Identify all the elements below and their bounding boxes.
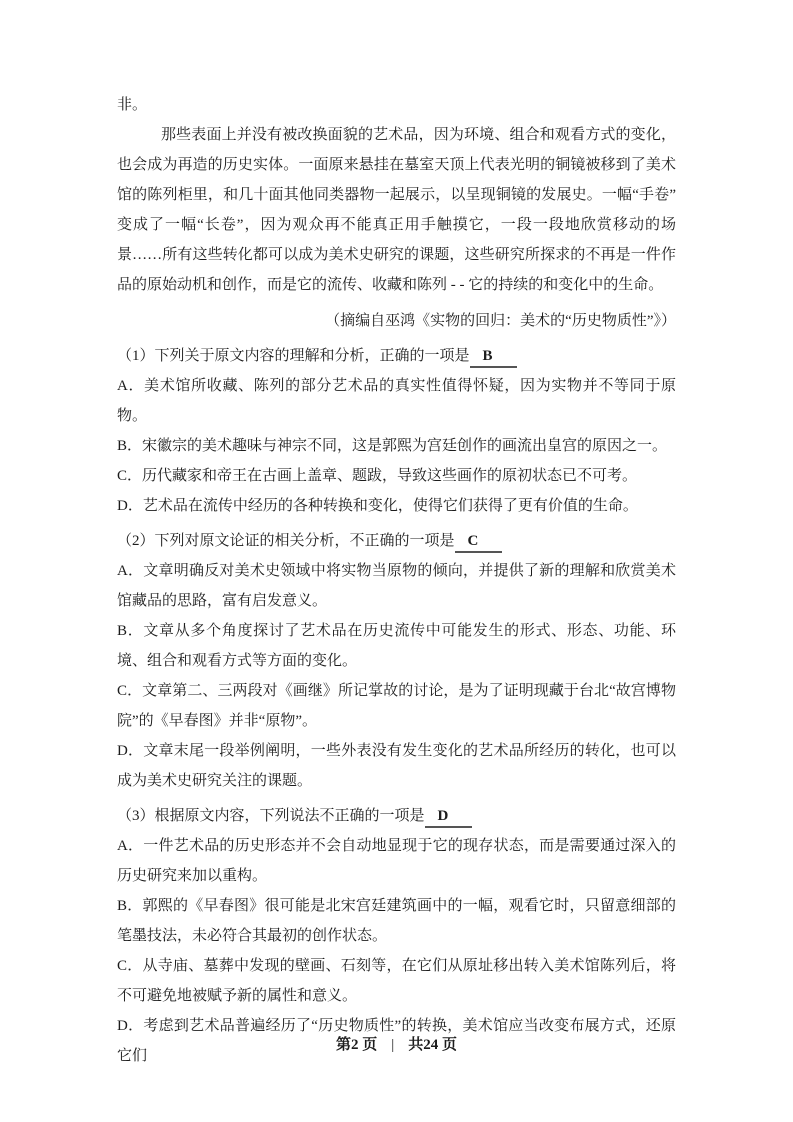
question-3-option-a [117, 831, 676, 891]
source-attribution: （摘编自巫鸿《实物的回归：美术的“历史物质性”》） [325, 313, 676, 329]
question-2-answer-blank: C [455, 531, 503, 553]
question-1-stem [117, 341, 676, 371]
option-text: 历代藏家和帝王在古画上盖章、题跋，导致这些画作的原初状态已不可考。 [142, 468, 638, 484]
question-2-option-c [117, 676, 676, 736]
option-label: C． [117, 468, 143, 484]
option-text: 文章从多个角度探讨了艺术品在历史流传中可能发生的形式、形态、功能、环境、组合和观看方式等方面的变化。 [117, 623, 676, 669]
question-2-option-d [117, 736, 676, 796]
paragraph-continuation: 非。 [117, 97, 148, 113]
option-label: B． [117, 898, 143, 914]
question-3-option-b [117, 891, 676, 951]
page-footer [0, 1031, 793, 1059]
option-label: A． [117, 378, 145, 394]
option-text: 文章明确反对美术史领域中将实物当原物的倾向，并提供了新的理解和欣赏美术馆藏品的思路，富有启发意义。 [117, 563, 676, 609]
option-text: 郭熙的《早春图》很可能是北宋宫廷建筑画中的一幅，观看它时，只留意细部的笔墨技法，未必符合其最初的创作状态。 [117, 898, 676, 944]
question-2-option-b [117, 616, 676, 676]
option-text: 文章第二、三两段对《画继》所记掌故的讨论，是为了证明现藏于台北“故宫博物院”的《早春图》并非“原物”。 [117, 683, 676, 729]
footer-separator: | [391, 1037, 395, 1053]
question-1-answer-blank: B [470, 346, 517, 368]
option-text: 考虑到艺术品普遍经历了“历史物质性”的转换，美术馆应当改变布展方式，还原它们 [117, 1018, 676, 1064]
question-3-answer-blank: D [425, 806, 473, 828]
option-label: C． [117, 683, 143, 699]
question-3-option-c [117, 951, 676, 1011]
option-text: 文章末尾一段举例阐明，一些外表没有发生变化的艺术品所经历的转化，也可以成为美术史研究关注的课题。 [117, 743, 676, 789]
question-3-stem-text: （3）根据原文内容，下列说法不正确的一项是 [117, 808, 425, 824]
option-label: A． [117, 563, 144, 579]
option-label: C． [117, 958, 143, 974]
option-label: D． [117, 498, 143, 514]
question-2-option-a [117, 556, 676, 616]
question-1-option-a [117, 371, 676, 431]
question-2-stem-text: （2）下列对原文论证的相关分析，不正确的一项是 [117, 533, 455, 549]
option-label: B． [117, 438, 143, 454]
page-number: 第2 页 [335, 1037, 378, 1053]
question-1-stem-text: （1）下列关于原文内容的理解和分析，正确的一项是 [117, 348, 470, 364]
option-label: A． [117, 838, 144, 854]
question-3-stem [117, 801, 676, 831]
option-text: 美术馆所收藏、陈列的部分艺术品的真实性值得怀疑，因为实物并不等同于原物。 [117, 378, 676, 424]
option-text: 从寺庙、墓葬中发现的壁画、石刻等，在它们从原址移出转入美术馆陈列后，将不可避免地被赋予新的属性和意义。 [117, 958, 676, 1004]
option-text: 宋徽宗的美术趣味与神宗不同，这是郭熙为宫廷创作的画流出皇宫的原因之一。 [142, 438, 668, 454]
option-text: 一件艺术品的历史形态并不会自动地显现于它的现存状态，而是需要通过深入的历史研究来加以重构。 [117, 838, 676, 884]
body-paragraph: 那些表面上并没有被改换面貌的艺术品，因为环境、组合和观看方式的变化，也会成为再造的历史实体。一面原来悬挂在墓室天顶上代表光明的铜镜被移到了美术馆的陈列柜里，和几十面其他同类器物一起展示，以呈现铜镜的发展史。一幅“手卷”变成了一幅“长卷”，因为观众再不能真正用手触摸它，一段一段地欣赏移动的场景……所有这些转化都可以成为美术史研究的课题，这些研究所探求的不再是一件作品的原始动机和创作，而是它的流传、收藏和陈列 - - 它的持续的和变化中的生命。 [117, 127, 676, 293]
option-text: 艺术品在流传中经历的各种转换和变化，使得它们获得了更有价值的生命。 [142, 498, 638, 514]
option-label: D． [117, 1018, 144, 1034]
option-label: B． [117, 623, 144, 639]
question-2-stem [117, 526, 676, 556]
question-1-option-d [117, 491, 676, 521]
question-1-option-c [117, 461, 676, 491]
option-label: D． [117, 743, 144, 759]
question-1-option-b [117, 431, 676, 461]
total-pages: 共24 页 [408, 1037, 458, 1053]
